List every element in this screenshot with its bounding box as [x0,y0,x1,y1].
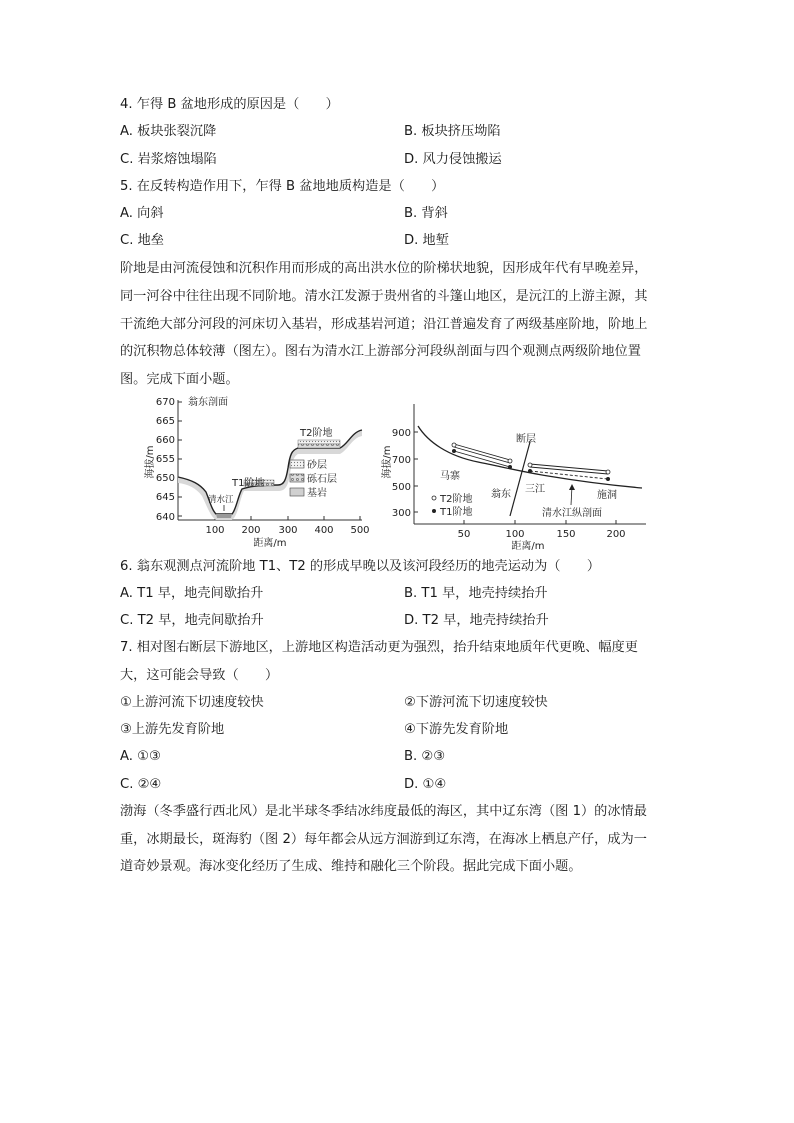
left-y-tick: 645 [155,492,175,503]
q5-option-d: D. 地堑 [404,233,449,248]
wengdong-profile-figure [140,392,380,552]
t2-terrace-label: T2阶地 [300,428,333,439]
left-y-label: 海拔/m [145,445,156,479]
intro-1-line-5: 图。完成下面小题。 [120,372,239,387]
q7-statement-1: ①上游河流下切速度较快 [120,695,264,710]
t2-sand-layer [298,440,340,444]
right-y-label: 海拔/m [382,445,393,479]
t2-gravel-layer [298,444,340,448]
legend-bedrock-label: 基岩 [307,488,327,499]
q6-option-d: D. T2 早，地壳持续抬升 [404,613,549,628]
q7-option-c: C. ②④ [120,777,162,792]
left-y-tick: 660 [155,435,175,446]
q7-statement-3: ③上游先发育阶地 [120,722,225,737]
intro-2-line-1: 渤海（冬季盛行西北风）是北半球冬季结冰纬度最低的海区，其中辽东湾（图 1）的冰情最 [120,804,647,819]
question-7-stem-line-2: 大，这可能会导致（ ） [120,668,279,683]
question-5-stem: 5. 在反转构造作用下，乍得 B 盆地地质构造是（ ） [120,179,445,194]
right-x-tick: 200 [606,529,626,540]
t2-point [528,463,532,467]
q4-option-d: D. 风力侵蚀搬运 [404,152,502,167]
right-x-label: 距离/m [511,541,545,552]
downstream-t2-line [530,464,608,471]
fault-label: 断层 [516,434,536,445]
q4-option-b: B. 板块挤压坳陷 [404,124,501,139]
left-y-tick: 655 [155,454,175,465]
fault-line [510,442,530,516]
q6-option-c: C. T2 早，地壳间歇抬升 [120,613,264,628]
legend-t2-label: T2阶地 [440,494,473,505]
legend-gravel-label: 砾石层 [307,474,337,485]
t1-point [606,477,610,481]
question-4-stem: 4. 乍得 B 盆地形成的原因是（ ） [120,97,339,112]
upstream-t1-line [454,451,510,467]
intro-1-line-4: 的沉积物总体较薄（图左）。图右为清水江上游部分河段纵剖面与四个观测点两级阶地位置 [120,344,641,359]
left-figure-title: 翁东剖面 [188,397,228,408]
intro-2-line-2: 重，冰期最长，斑海豹（图 2）每年都会从远方洄游到辽东湾，在海冰上栖息产仔，成为一 [120,832,647,847]
legend-gravel-swatch [290,474,304,482]
q7-statement-4: ④下游先发育阶地 [404,722,509,737]
right-y-tick: 900 [391,428,411,439]
t2-point [508,459,512,463]
left-x-tick: 200 [241,525,261,536]
place-label-shidong: 施洞 [597,490,617,501]
left-x-tick: 500 [350,525,370,536]
intro-1-line-3: 干流绝大部分河段的河床切入基岩，形成基岩河道；沿江普遍发育了两级基座阶地，阶地上 [120,317,648,332]
place-label-sanjiang: 三江 [525,484,545,495]
t1-terrace-label: T1阶地 [232,478,265,489]
q5-option-a: A. 向斜 [120,206,164,221]
left-x-tick: 400 [314,525,334,536]
q5-option-b: B. 背斜 [404,206,448,221]
t2-point [606,470,610,474]
profile-label: 清水江纵剖面 [542,508,602,519]
t2-point [452,443,456,447]
legend-t2-marker [432,496,436,500]
legend-sand-swatch [290,460,304,468]
right-x-tick: 50 [457,529,471,540]
left-y-tick: 670 [155,397,175,408]
q6-option-b: B. T1 早，地壳持续抬升 [404,586,548,601]
left-y-tick: 665 [155,416,175,427]
q7-option-d: D. ①④ [404,777,447,792]
place-label-mazhai: 马寨 [440,471,460,482]
q7-statement-2: ②下游河流下切速度较快 [404,695,548,710]
legend-bedrock-swatch [290,488,304,496]
q6-option-a: A. T1 早，地壳间歇抬升 [120,586,264,601]
river-channel [216,514,232,518]
left-y-tick: 650 [155,473,175,484]
question-6-stem: 6. 翁东观测点河流阶地 T1、T2 的形成早晚以及该河段经历的地壳运动为（ ） [120,559,601,574]
legend-t1-marker [432,509,436,513]
left-x-tick: 100 [205,525,225,536]
right-x-tick: 150 [556,529,576,540]
t1-point [528,469,532,473]
place-label-wengdong: 翁东 [491,489,511,500]
q4-option-a: A. 板块张裂沉降 [120,124,217,139]
t1-point [452,449,456,453]
q7-option-a: A. ①③ [120,749,161,764]
q7-option-b: B. ②③ [404,749,446,764]
legend-sand-label: 砂层 [307,460,327,471]
intro-1-line-2: 同一河谷中往往出现不同阶地。清水江发源于贵州省的斗篷山地区，是沅江的上游主源，其 [120,289,648,304]
t1-point [508,465,512,469]
river-label: 清水江 [208,495,234,505]
left-x-label: 距离/m [253,538,287,549]
right-y-tick: 500 [391,482,411,493]
right-x-tick: 100 [505,529,525,540]
right-y-tick: 700 [391,455,411,466]
legend-t1-label: T1阶地 [440,507,473,518]
question-7-stem-line-1: 7. 相对图右断层下游地区，上游地区构造活动更为强烈，抬升结束地质年代更晚、幅度更 [120,640,638,655]
intro-1-line-1: 阶地是由河流侵蚀和沉积作用而形成的高出洪水位的阶梯状地貌，因形成年代有早晚差异， [120,261,648,276]
intro-2-line-3: 道奇妙景观。海冰变化经历了生成、维持和融化三个阶段。据此完成下面小题。 [120,859,582,874]
left-y-tick: 640 [155,512,175,523]
right-y-tick: 300 [391,508,411,519]
q5-option-c: C. 地垒 [120,233,164,248]
q4-option-c: C. 岩浆熔蚀塌陷 [120,152,217,167]
left-x-tick: 300 [278,525,298,536]
longitudinal-profile-figure [378,396,650,552]
